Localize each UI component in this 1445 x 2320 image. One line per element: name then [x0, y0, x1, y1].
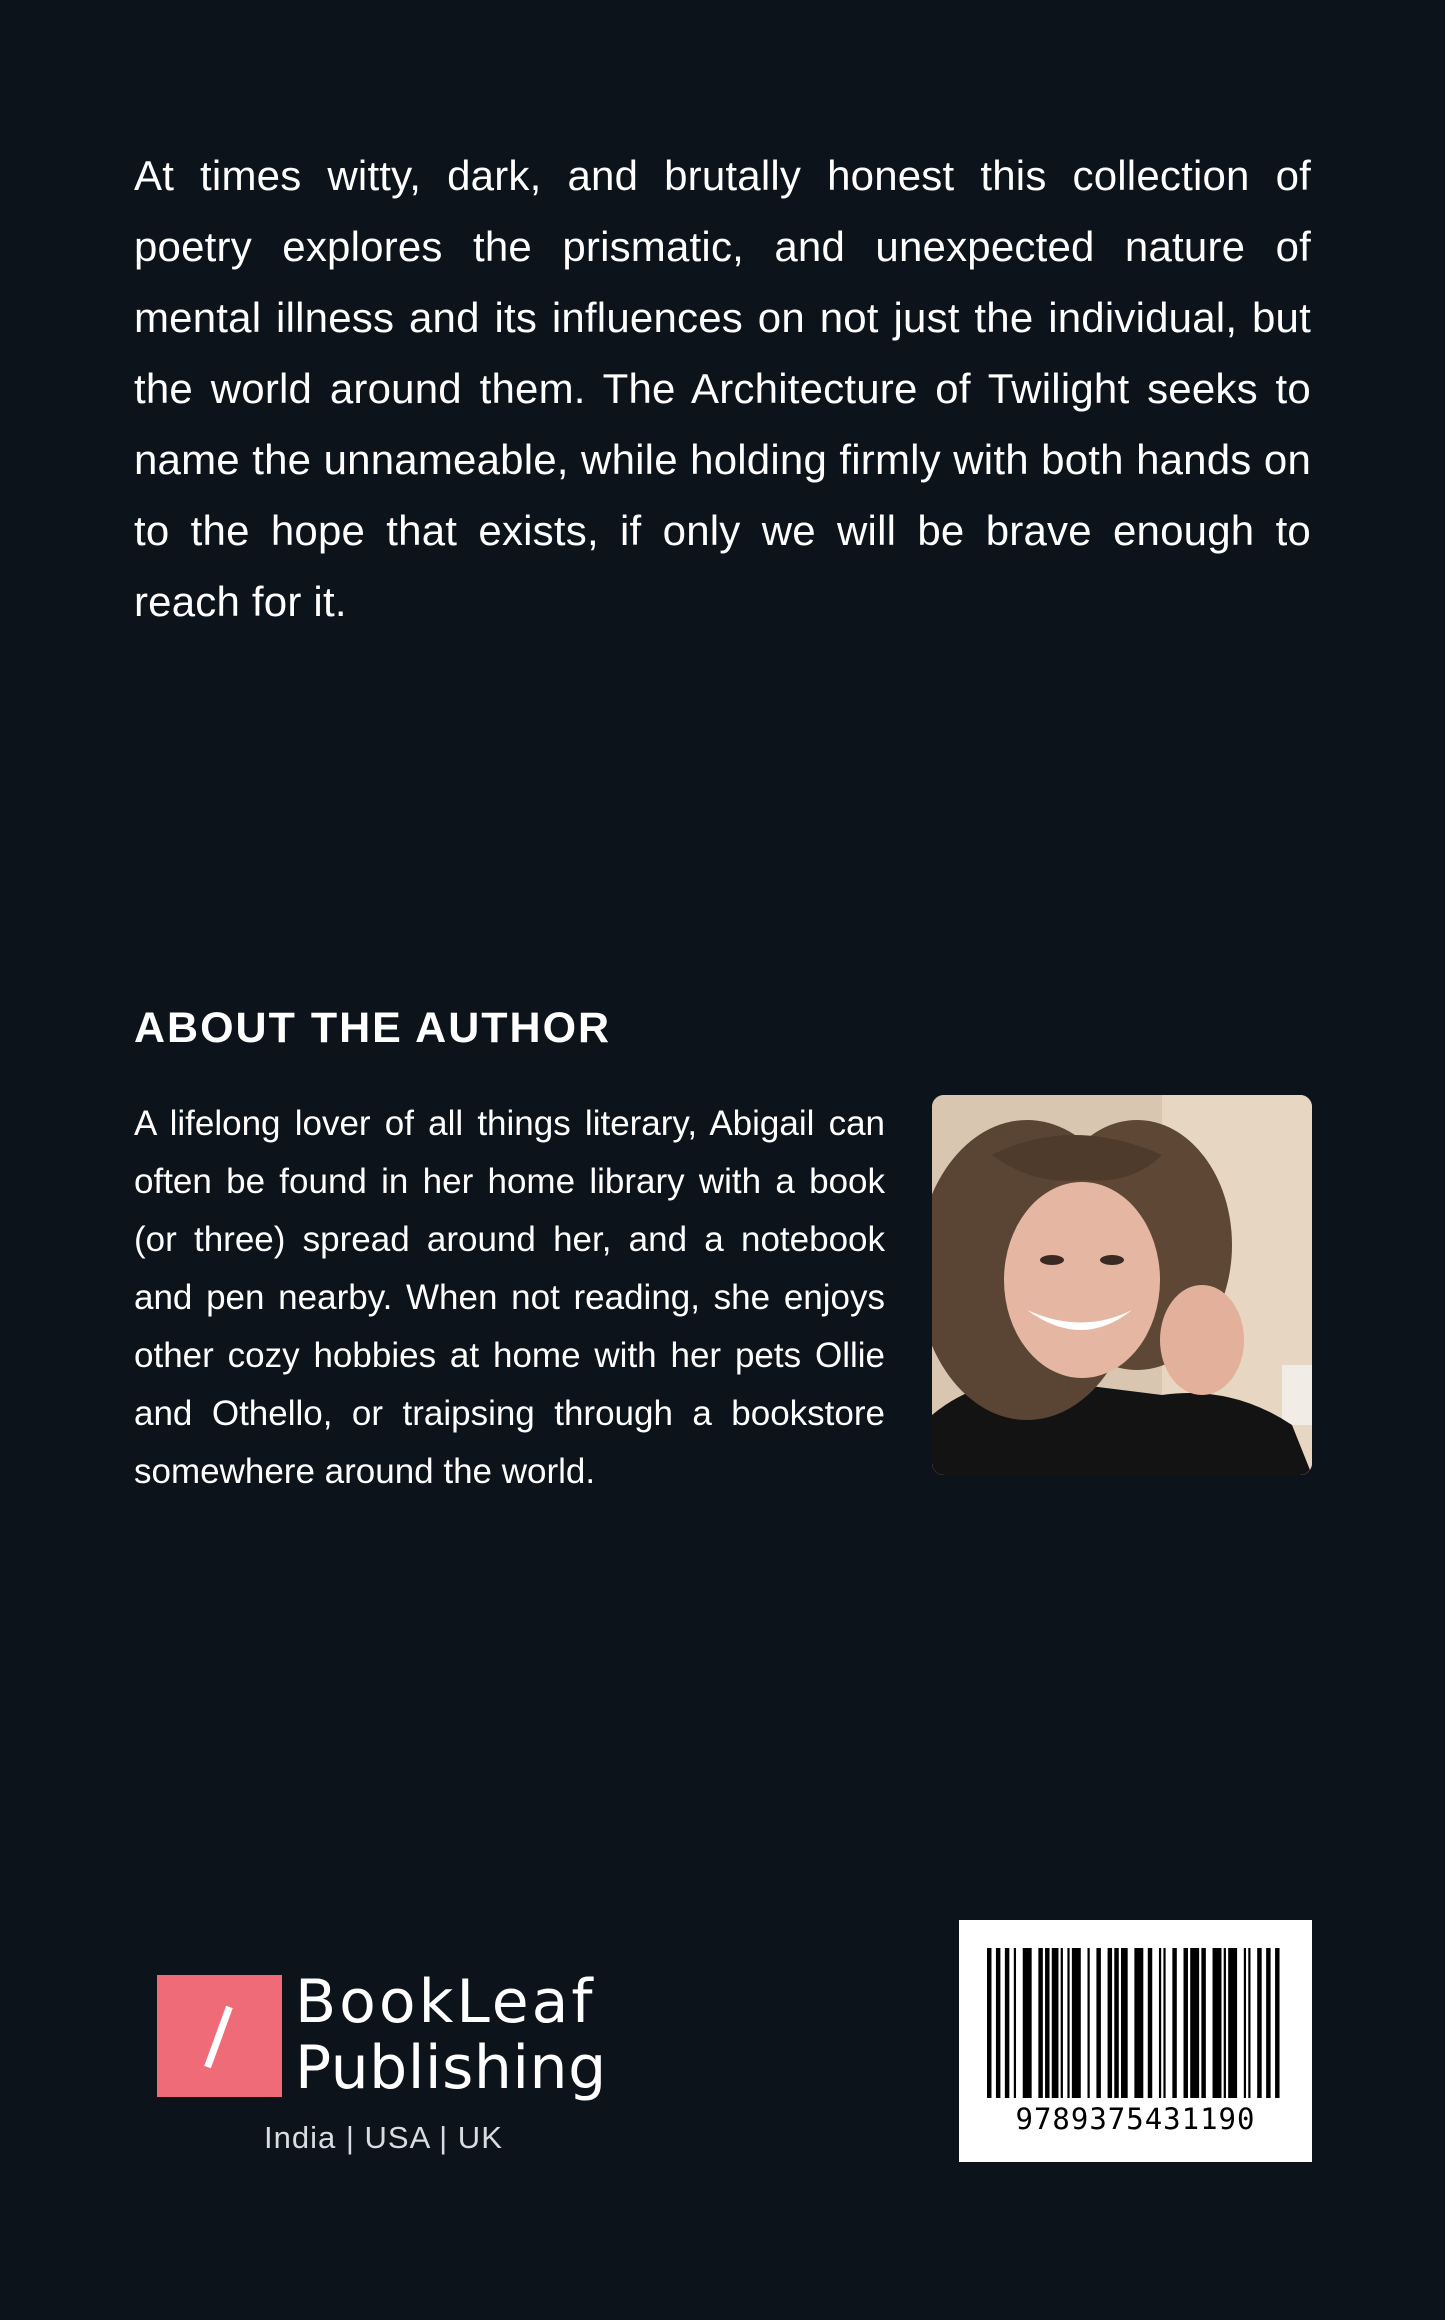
- publisher-name-line1: BookLeaf: [295, 1967, 596, 2037]
- book-blurb: At times witty, dark, and brutally honest this collection of poetry explores the prismatic, and unexpected nature of mental illness and its influences on not just the individual, but the world around them. The Architecture of Twilight seeks to name the unnameable, while holding firmly with both hands on to the hope that exists, if only we will be brave enough to reach for it.: [134, 152, 1311, 625]
- author-bio: A lifelong lover of all things literary, Abigail can often be found in her home library with a book (or three) spread around her, and a notebook and pen nearby. When not reading, she enjoys other cozy hobbies at home with her pets Ollie and Othello, or traipsing through a bookstore somewhere around the world.: [134, 1104, 885, 1491]
- isbn-number: 9789375431190: [1015, 2102, 1256, 2136]
- publisher-name-line2: Publishing: [295, 2033, 607, 2103]
- author-photo: [932, 1095, 1312, 1475]
- barcode: [959, 1920, 1312, 2162]
- about-author-heading: ABOUT THE AUTHOR: [134, 1004, 612, 1052]
- barcode-bars: [987, 1948, 1284, 2098]
- bookleaf-logo-icon: [157, 1975, 282, 2097]
- publisher-logo: [157, 1967, 607, 2175]
- publisher-regions: India | USA | UK: [264, 2120, 503, 2155]
